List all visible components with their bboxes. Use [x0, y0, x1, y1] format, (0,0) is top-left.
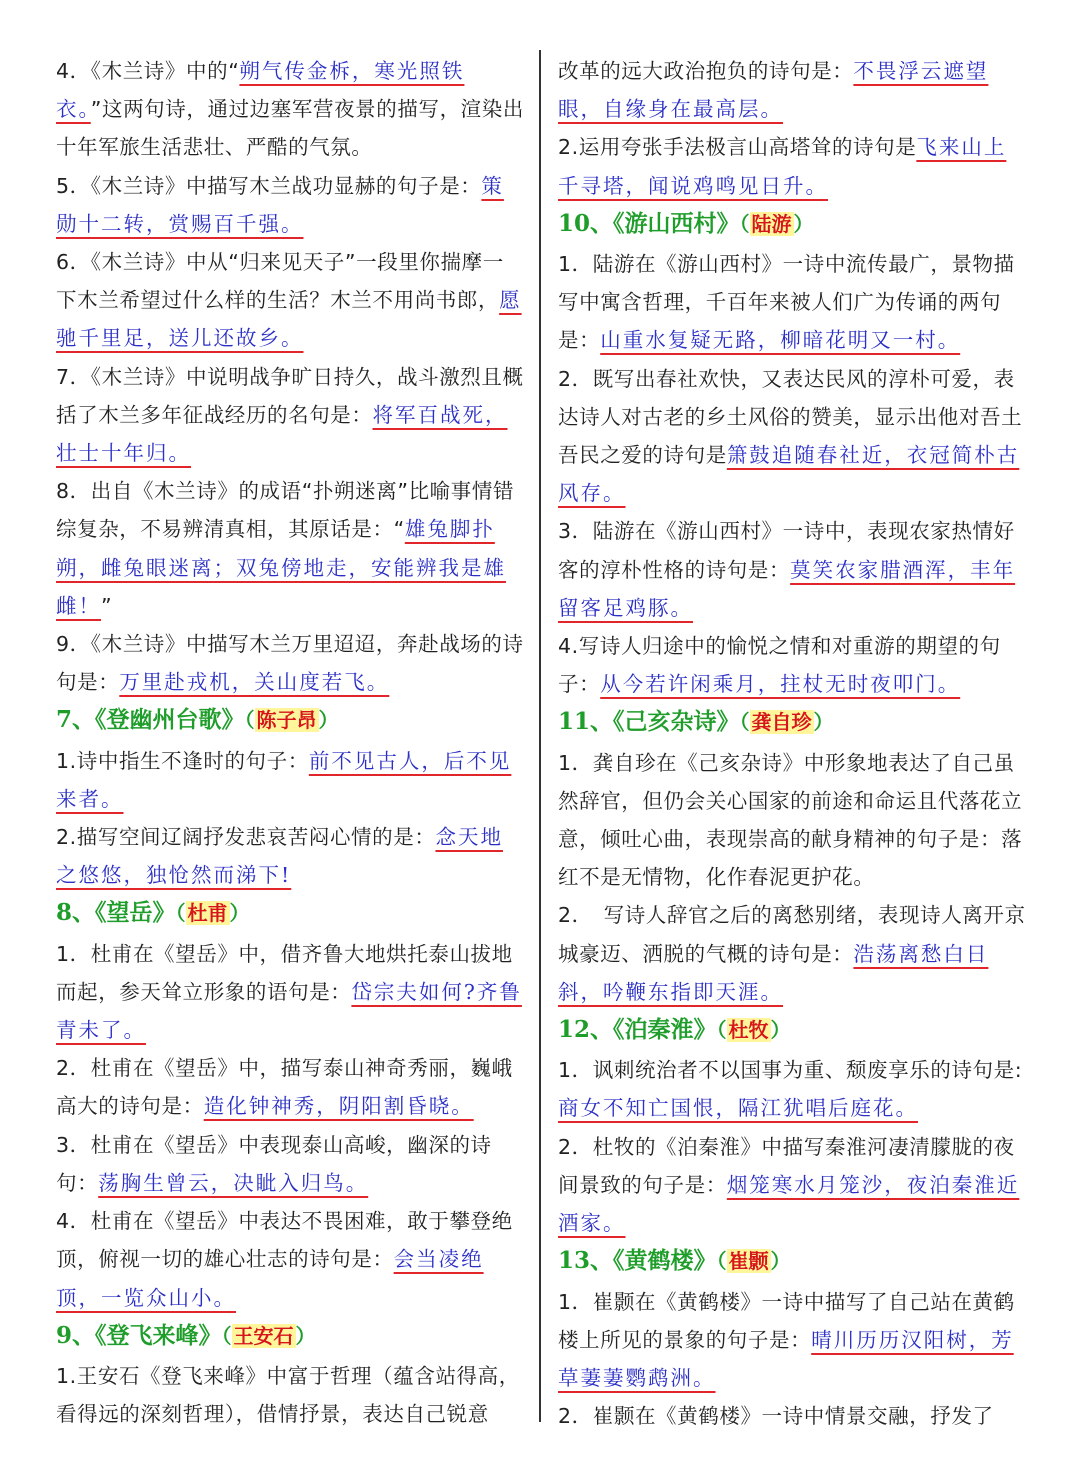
poem-author: 杜甫: [187, 901, 228, 926]
question-text: 3．陆游在《游山西村》一诗中，表现农家热情好客的淳朴性格的诗句是：: [558, 519, 1015, 582]
question-text: 2．杜甫在《望岳》中，描写泰山神奇秀丽，巍峨高大的诗句是：: [56, 1056, 513, 1119]
question-item: [56, 1049, 524, 1125]
paren-open: （: [739, 211, 750, 236]
question-suffix: ”这两句诗，通过边塞军营夜景的描写，渲染出十年军旅生活悲壮、严酷的气氛。: [56, 97, 524, 160]
poem-author: 杜牧: [728, 1018, 769, 1043]
section-heading: [56, 701, 524, 741]
question-text: 1.诗中指生不逢时的句子：: [56, 748, 309, 773]
question-item: [558, 627, 1028, 703]
answer-text: 朔气传金柝，寒光照铁衣。: [56, 59, 465, 122]
poem-author: 陆游: [751, 211, 792, 236]
section-number: 8、: [56, 899, 96, 927]
question-item: [558, 744, 1028, 897]
answer-text: 会当凌绝顶，一览众山小。: [56, 1247, 484, 1310]
section-heading: [56, 894, 524, 934]
question-item: [558, 245, 1028, 360]
poem-title: 《己亥杂诗》: [613, 708, 740, 736]
question-text: 4.写诗人归途中的愉悦之情和对重游的期望的句子：: [558, 634, 1001, 697]
poem-title: 《望岳》: [95, 899, 176, 927]
question-text: 1．杜甫在《望岳》中，借齐鲁大地烘托泰山拔地而起，参天耸立形象的语句是：: [56, 941, 513, 1004]
answer-text: 荡胸生曾云，决眦入归鸟。: [98, 1170, 369, 1195]
question-item: [558, 1283, 1028, 1398]
section-heading: [558, 1011, 1028, 1051]
poem-title: 《游山西村》: [613, 209, 740, 237]
paren-close: ）: [770, 1018, 791, 1043]
answer-text: 前不见古人，后不见来者。: [56, 748, 512, 811]
question-text: 8．出自《木兰诗》的成语“扑朔迷离”比喻事情错综复杂，不易辨清真相，其原话是：“: [56, 479, 515, 542]
answer-text: 念天地之悠悠，独怆然而涕下!: [56, 825, 503, 888]
question-text: 2.运用夸张手法极言山高塔耸的诗句是: [558, 135, 917, 160]
question-text: 2．杜牧的《泊秦淮》中描写秦淮河凄清朦胧的夜间景致的句子是：: [558, 1134, 1015, 1197]
section-number: 12、: [558, 1016, 614, 1044]
question-text: 6．《木兰诗》中从“归来见天子”一段里你揣摩一下木兰希望过什么样的生活？木兰不用尚书郎，: [56, 250, 504, 313]
question-text: 1．崔颢在《黄鹤楼》一诗中描写了自己站在黄鹤楼上所见的景象的句子是：: [558, 1289, 1015, 1352]
answer-text: 造化钟神秀，阴阳割昏晓。: [203, 1094, 474, 1119]
question-item: [56, 1126, 524, 1202]
section-heading: [56, 1317, 524, 1357]
paren-open: （: [221, 1323, 232, 1348]
question-item: [558, 52, 1028, 128]
question-text: 4．杜甫在《望岳》中表达不畏困难，敢于攀登绝顶，俯视一切的雄心壮志的诗句是：: [56, 1209, 513, 1272]
question-text: 1.王安石《登飞来峰》中富于哲理（蕴含站得高，看得远的深刻哲理），借情抒景，表达自己锐意: [56, 1363, 520, 1427]
question-item: [558, 128, 1028, 204]
left-column: [56, 52, 524, 1433]
question-text: 7．《木兰诗》中说明战争旷日持久，战斗激烈且概括了木兰多年征战经历的名句是：: [56, 364, 524, 427]
answer-text: 岱宗夫如何?齐鲁青未了。: [56, 979, 522, 1043]
question-item: [558, 512, 1028, 627]
answer-text: 愿驰千里足，送儿还故乡。: [56, 288, 522, 351]
question-item: [56, 167, 524, 243]
question-text: 2.描写空间辽阔抒发悲哀苦闷心情的是：: [56, 825, 436, 850]
answer-text: 策勋十二转，赏赐百千强。: [56, 173, 504, 236]
section-number: 10、: [558, 209, 614, 237]
question-item: [558, 896, 1028, 1011]
question-text: 9．《木兰诗》中描写木兰万里迢迢，奔赴战场的诗句是：: [56, 632, 524, 695]
question-item: [56, 1202, 524, 1317]
question-text: 1．龚自珍在《己亥杂诗》中形象地表达了自己虽然辞官，但仍会关心国家的前途和命运且代落花立意，倾吐心曲，表现崇高的献身精神的句子是：落红不是无情物，化作春泥更护花。: [558, 750, 1023, 890]
paren-open: （: [244, 708, 255, 733]
paren-close: ）: [793, 211, 814, 236]
answer-text: 不畏浮云遮望眼，自缘身在最高层。: [558, 59, 989, 122]
right-column: [558, 52, 1028, 1435]
question-item: [558, 1128, 1028, 1243]
question-item: [56, 243, 524, 358]
question-item: [558, 1051, 1028, 1127]
section-heading: [558, 703, 1028, 743]
question-text: 3．杜甫在《望岳》中表现泰山高峻，幽深的诗句：: [56, 1132, 492, 1195]
question-item: [56, 935, 524, 1050]
question-text: 5．《木兰诗》中描写木兰战功显赫的句子是：: [56, 173, 482, 198]
question-item: [56, 1357, 524, 1433]
answer-text: 商女不知亡国恨，隔江犹唱后庭花。: [558, 1096, 918, 1121]
question-text: 1．陆游在《游山西村》一诗中流传最广，景物描写中寓含哲理，千百年来被人们广为传诵的两句是：: [558, 252, 1015, 353]
answer-text: 浩荡离愁白日斜，吟鞭东指即天涯。: [558, 941, 989, 1004]
poem-author: 陈子昂: [256, 708, 317, 733]
answer-text: 晴川历历汉阳树，芳草萋萋鹦鹉洲。: [558, 1327, 1014, 1390]
column-divider: [539, 50, 541, 1422]
question-text: 4．《木兰诗》中的“: [56, 59, 240, 83]
answer-text: 箫鼓追随春社近，衣冠简朴古风存。: [558, 443, 1020, 506]
paren-open: （: [716, 1018, 727, 1043]
question-item: [56, 625, 524, 701]
section-number: 7、: [56, 706, 96, 734]
question-item: [56, 742, 524, 818]
paren-open: （: [716, 1249, 727, 1274]
paren-close: ）: [295, 1323, 316, 1348]
paren-close: ）: [318, 708, 339, 733]
question-item: [558, 1397, 1028, 1435]
poem-title: 《登飞来峰》: [95, 1321, 222, 1349]
poem-author: 龚自珍: [751, 710, 812, 735]
answer-text: 莫笑农家腊酒浑，丰年留客足鸡豚。: [558, 557, 1016, 620]
answer-text: 将军百战死，壮士十年归。: [56, 402, 508, 466]
question-text: 改革的远大政治抱负的诗句是：: [558, 59, 854, 83]
paren-close: ）: [229, 901, 250, 926]
answer-text: 烟笼寒水月笼沙，夜泊秦淮近酒家。: [558, 1172, 1020, 1236]
answer-text: 雄兔脚扑朔，雌兔眼迷离；双兔傍地走，安能辨我是雄雌！: [56, 517, 506, 618]
poem-title: 《泊秦淮》: [613, 1016, 717, 1044]
section-heading: [558, 1242, 1028, 1282]
question-text: 2． 写诗人辞官之后的离愁别绪，表现诗人离开京城豪迈、洒脱的气概的诗句是：: [558, 903, 1026, 966]
paren-open: （: [739, 710, 750, 735]
section-heading: [558, 205, 1028, 245]
answer-text: 飞来山上千寻塔，闻说鸡鸣见日升。: [558, 135, 1007, 198]
question-item: [56, 358, 524, 473]
section-number: 9、: [56, 1321, 96, 1349]
answer-text: 从今若许闲乘月，拄杖无时夜叩门。: [600, 672, 961, 697]
poem-title: 《登幽州台歌》: [95, 706, 245, 734]
question-suffix: ”: [101, 593, 113, 618]
poem-author: 王安石: [233, 1323, 294, 1348]
question-text: 2．崔颢在《黄鹤楼》一诗中情景交融，抒发了: [558, 1404, 994, 1429]
question-item: [558, 360, 1028, 513]
question-item: [56, 472, 524, 625]
answer-text: 万里赴戎机，关山度若飞。: [119, 670, 390, 695]
section-number: 11、: [558, 708, 614, 736]
paren-close: ）: [770, 1249, 791, 1274]
paren-open: （: [175, 901, 186, 926]
poem-title: 《黄鹤楼》: [613, 1247, 717, 1275]
poem-author: 崔颢: [728, 1249, 769, 1274]
question-text: 2．既写出春社欢快，又表达民风的淳朴可爱，表达诗人对古老的乡土风俗的赞美，显示出他对吾土吾民之爱的诗句是: [558, 366, 1023, 468]
question-text: 1．讽刺统治者不以国事为重、颓废享乐的诗句是:: [558, 1058, 1023, 1083]
paren-close: ）: [813, 710, 834, 735]
answer-text: 山重水复疑无路，柳暗花明又一村。: [600, 328, 961, 353]
question-item: [56, 52, 524, 167]
section-number: 13、: [558, 1247, 614, 1275]
question-item: [56, 818, 524, 894]
